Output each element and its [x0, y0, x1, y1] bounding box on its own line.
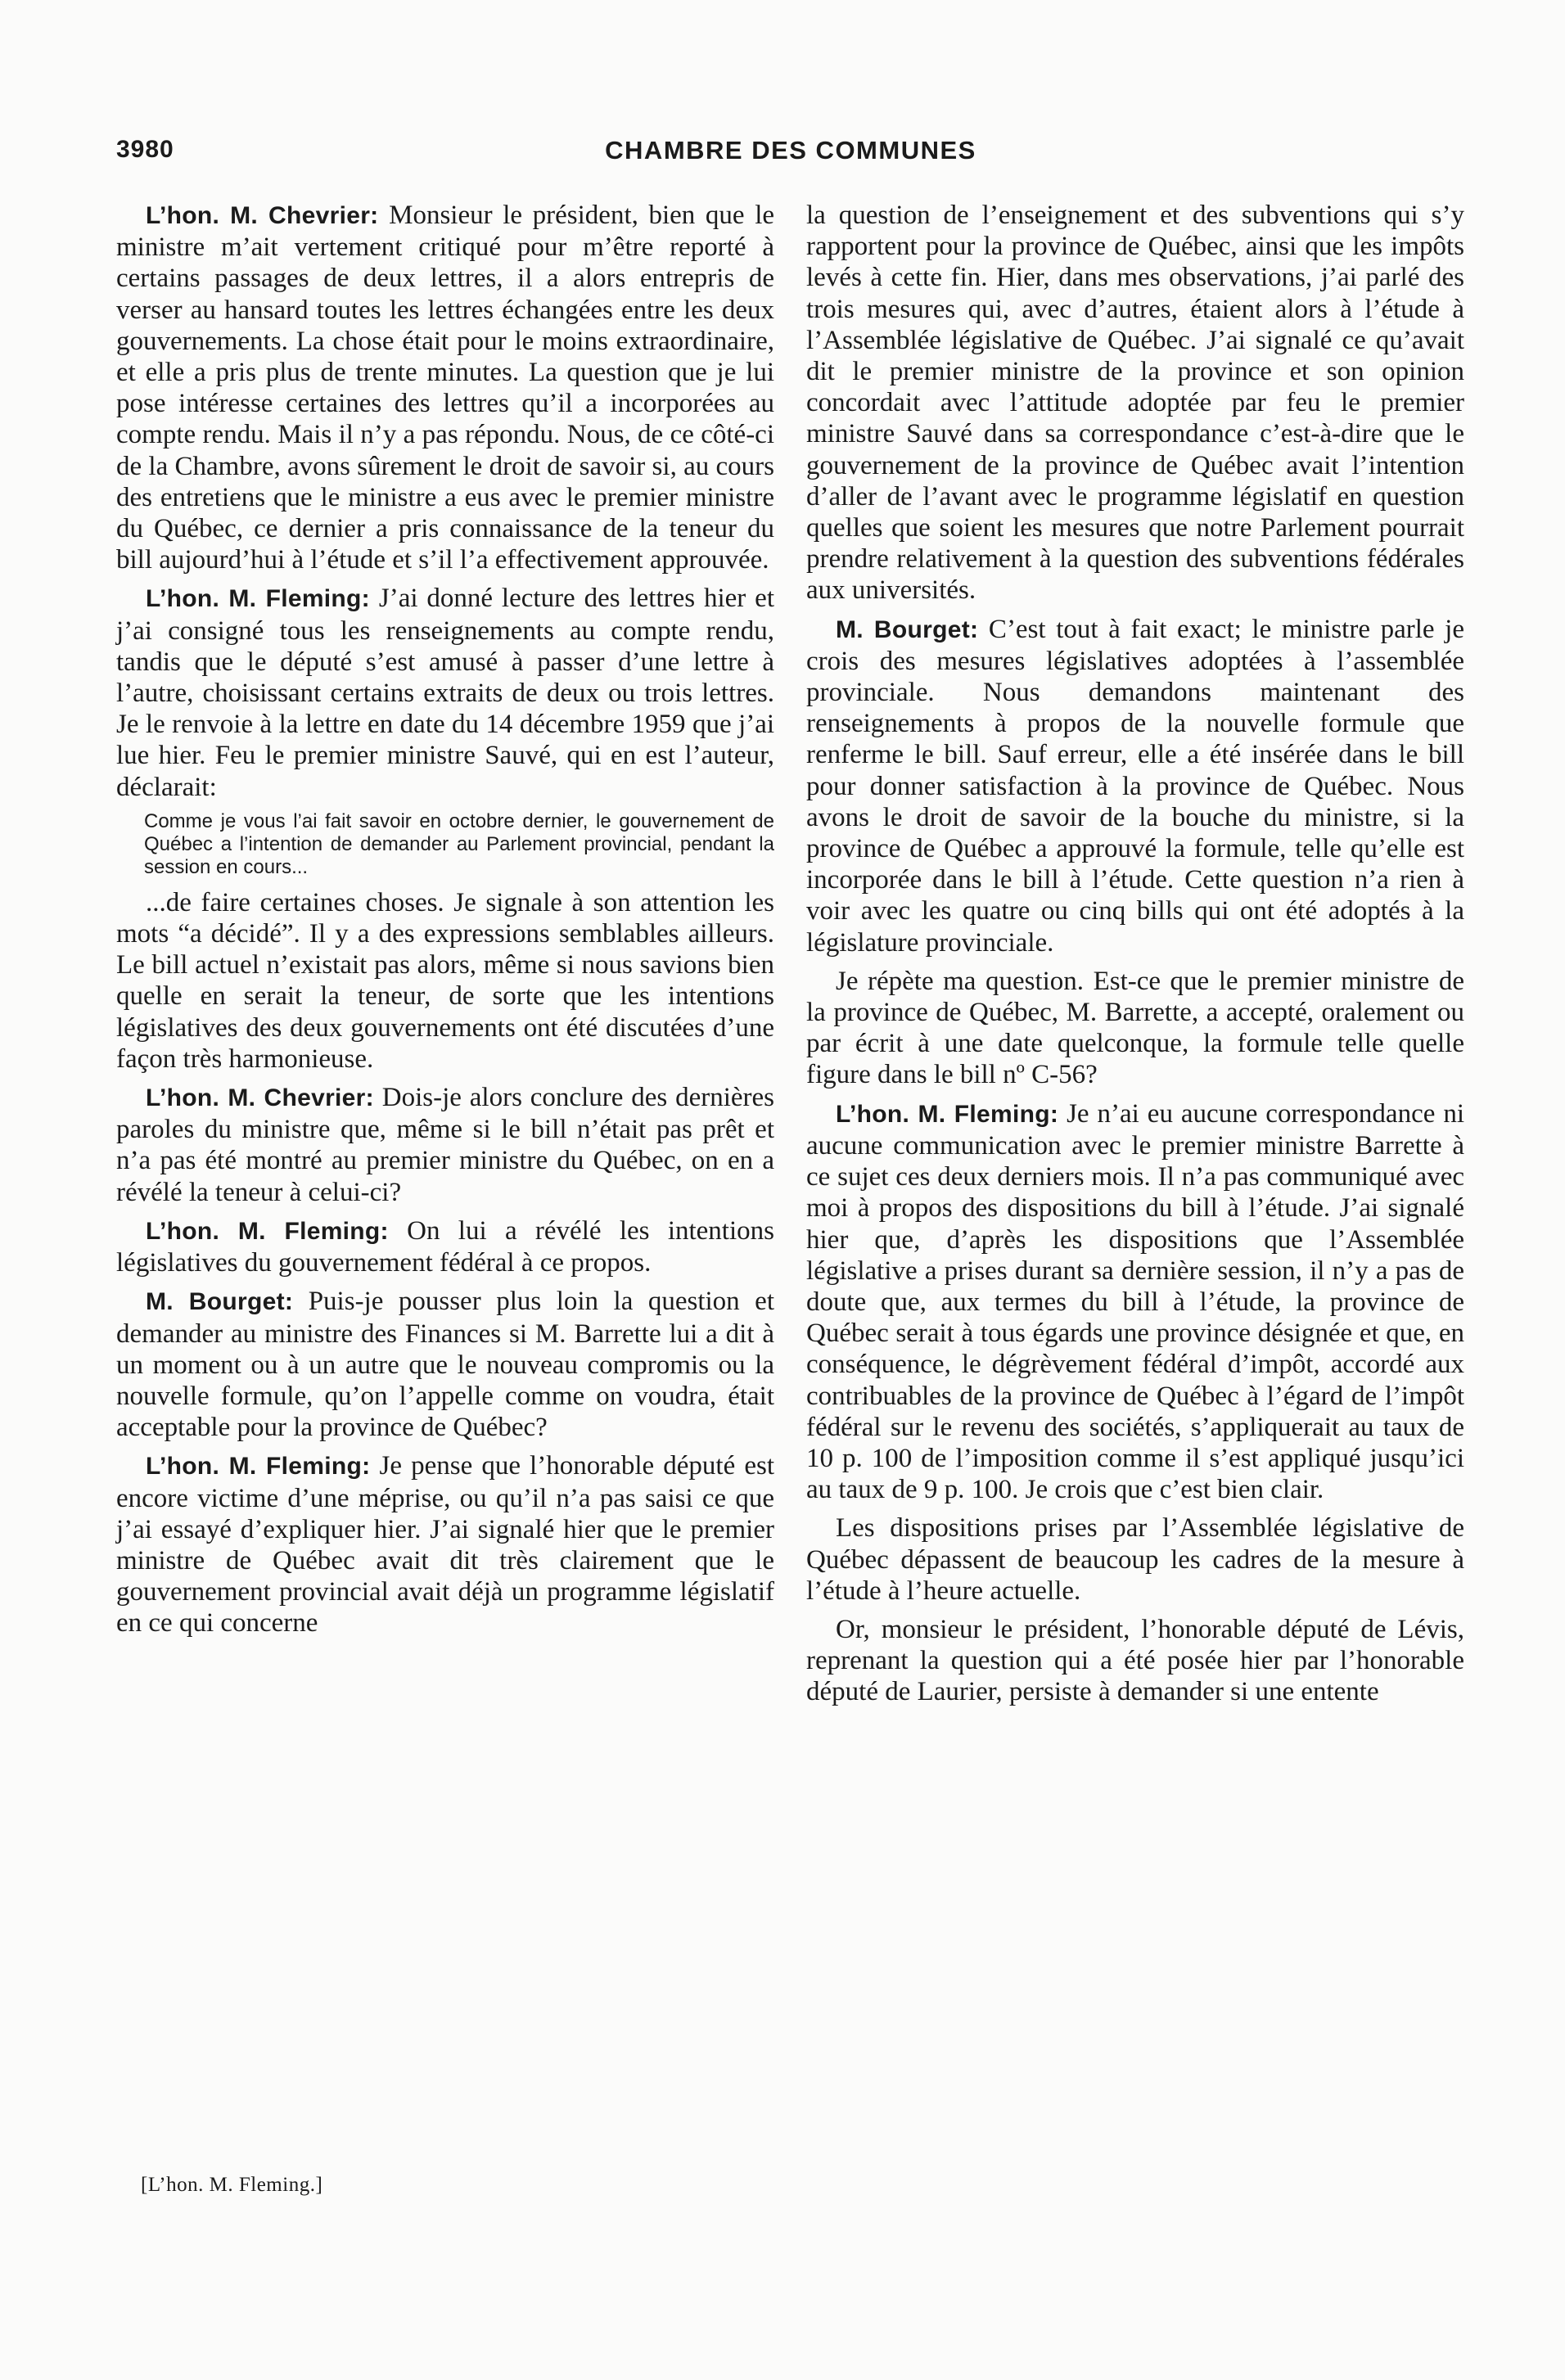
paragraph [116, 200, 774, 575]
paragraph [806, 200, 1464, 606]
paragraph-text: ...de faire certaines choses. Je signale à son attention les mots “a décidé”. Il y a des expressions semblables ailleurs. Le bill actuel n’existait pas alors, même si nous savions bien quelle en serait la teneur, de sorte que les intentions législatives des deux gouvernements ont été discutées d’une façon très harmonieuse. [116, 887, 774, 1074]
speaker-name: M. Bourget: [836, 615, 979, 643]
paragraph-text: la question de l’enseignement et des subventions qui s’y rapportent pour la province de Québec, ainsi que les impôts levés à cette fin. Hier, dans mes observations, j’ai parlé des trois mesures qui, avec d’autres, étaient alors à l’étude à l’Assemblée législative de Québec. J’ai signalé ce qu’avait dit le premier ministre de la province et son opinion concordait avec l’attitude adoptée par feu le premier ministre Sauvé dans sa correspondance c’est-à-dire que le gouvernement de la province de Québec avait l’intention d’aller de l’avant avec le programme législatif en question quelles que soient les mesures que notre Parlement pourrait prendre relativement à la question des subventions fédérales aux universités. [806, 201, 1464, 606]
paragraph [116, 1450, 774, 1639]
block-quote: Comme je vous l’ai fait savoir en octobre dernier, le gouvernement de Québec a l’intention de demander au Parlement provincial, pendant la session en cours... [144, 809, 774, 878]
paragraph-text: Dois-je alors conclure des dernières paroles du ministre que, même si le bill n’était pas prêt et n’a pas été montré au premier ministre du Québec, on en a révélé la teneur à celui-ci? [116, 1083, 775, 1207]
paragraph [806, 966, 1464, 1091]
speaker-name: L’hon. M. Fleming: [146, 1217, 389, 1245]
paragraph [116, 1082, 774, 1208]
paragraph [806, 614, 1464, 958]
speaker-name: L’hon. M. Chevrier: [146, 1084, 374, 1112]
paragraph [806, 1614, 1464, 1708]
running-head: CHAMBRE DES COMMUNES [605, 136, 976, 165]
right-column [806, 200, 1464, 1715]
speaker-name: L’hon. M. Fleming: [146, 585, 370, 613]
paragraph-text: Puis-je pousser plus loin la question et demander au ministre des Finances si M. Barrette lui a dit à un moment ou à un autre que le nouveau compromis ou la nouvelle formule, qu’on l’appelle comme on voudra, était acceptable pour la province de Québec? [116, 1287, 774, 1443]
paragraph-text: Les dispositions prises par l’Assemblée législative de Québec dépassent de beaucoup les cadres de la mesure à l’étude à l’heure actuelle. [806, 1513, 1464, 1606]
speaker-name: L’hon. M. Chevrier: [146, 202, 379, 229]
paragraph [116, 887, 774, 1075]
paragraph [116, 1286, 774, 1443]
page-number: 3980 [116, 136, 174, 163]
paragraph-text: Je répète ma question. Est-ce que le premier ministre de la province de Québec, M. Barrette, a accepté, oralement ou par écrit à une date quelconque, la formule telle quelle figure dans le bill nº C-56? [806, 966, 1464, 1090]
footer-attribution: [L’hon. M. Fleming.] [141, 2174, 323, 2196]
paragraph-text: Je pense que l’honorable député est encore victime d’une méprise, ou qu’il n’a pas saisi ce que j’ai essayé d’expliquer hier. J’ai signalé hier que le premier ministre de Québec avait dit très clairement que le gouvernement provincial avait déjà un programme législatif en ce qui concerne [116, 1451, 774, 1639]
paragraph-text: Je n’ai eu aucune correspondance ni aucune communication avec le premier ministre Barrette à ce sujet ces deux derniers mois. Il n’a pas communiqué avec moi à propos des dispositions du bill à l’étude. J’ai signalé hier que, d’après les dispositions que l’Assemblée législative a prises durant sa dernière session, il n’y a pas de doute que, aux termes du bill à l’étude, la province de Québec serait à tous égards une province désignée et que, en conséquence, le dégrèvement fédéral d’impôt, accordé aux contribuables de la province de Québec à l’égard de l’impôt fédéral sur le revenu des sociétés, s’appliquerait au taux de 10 p. 100 de l’imposition comme il s’est appliqué jusqu’ici au taux de 9 p. 100. Je crois que c’est bien clair. [806, 1098, 1464, 1505]
speaker-name: L’hon. M. Fleming: [146, 1453, 371, 1481]
paragraph [806, 1098, 1464, 1506]
page-header [116, 136, 1465, 169]
paragraph-text: On lui a révélé les intentions législatives du gouvernement fédéral à ce propos. [116, 1215, 774, 1278]
paragraph [116, 1215, 774, 1278]
left-column [116, 200, 774, 1647]
paragraph-text: Monsieur le président, bien que le ministre m’ait vertement critiqué pour m’être reporté à certains passages de deux lettres, il a alors entrepris de verser au hansard toutes les lettres échangées entre les deux gouvernements. La chose était pour le moins extraordinaire, et elle a pris plus de trente minutes. La question que je lui pose intéresse certaines des lettres qu’il a incorporées au compte rendu. Mais il n’y a pas répondu. Nous, de ce côté-ci de la Chambre, avons sûrement le droit de savoir si, au cours des entretiens que le ministre a eus avec le premier ministre du Québec, ce dernier a pris connaissance de la teneur du bill aujourd’hui à l’étude et s’il l’a effectivement approuvée. [116, 201, 775, 575]
paragraph-text: Or, monsieur le président, l’honorable député de Lévis, reprenant la question qui a été posée hier par l’honorable député de Laurier, persiste à demander si une entente [806, 1614, 1464, 1707]
paragraph-text: C’est tout à fait exact; le ministre parle je crois des mesures législatives adoptées à l’assemblée provinciale. Nous demandons maintenant des renseignements à propos de la nouvelle formule que renferme le bill. Sauf erreur, elle a été insérée dans le bill pour donner satisfaction à la province de Québec. Nous avons le droit de savoir de la bouche du ministre, si la province de Québec a approuvé la formule, telle qu’elle est incorporée dans le bill à l’étude. Cette question n’a rien à voir avec les quatre ou cinq bills qui ont été adoptés à la législature provinciale. [806, 614, 1464, 958]
speaker-name: L’hon. M. Fleming: [836, 1100, 1059, 1128]
paragraph [806, 1512, 1464, 1607]
paragraph-text: J’ai donné lecture des lettres hier et j’ai consigné tous les renseignements au compte rendu, tandis que le député s’est amusé à passer d’une lettre à l’autre, choisissant certains extraits de deux ou trois lettres. Je le renvoie à la lettre en date du 14 décembre 1959 que j’ai lue hier. Feu le premier ministre Sauvé, qui en est l’auteur, déclarait: [116, 584, 774, 802]
speaker-name: M. Bourget: [146, 1288, 294, 1316]
paragraph [116, 583, 774, 802]
